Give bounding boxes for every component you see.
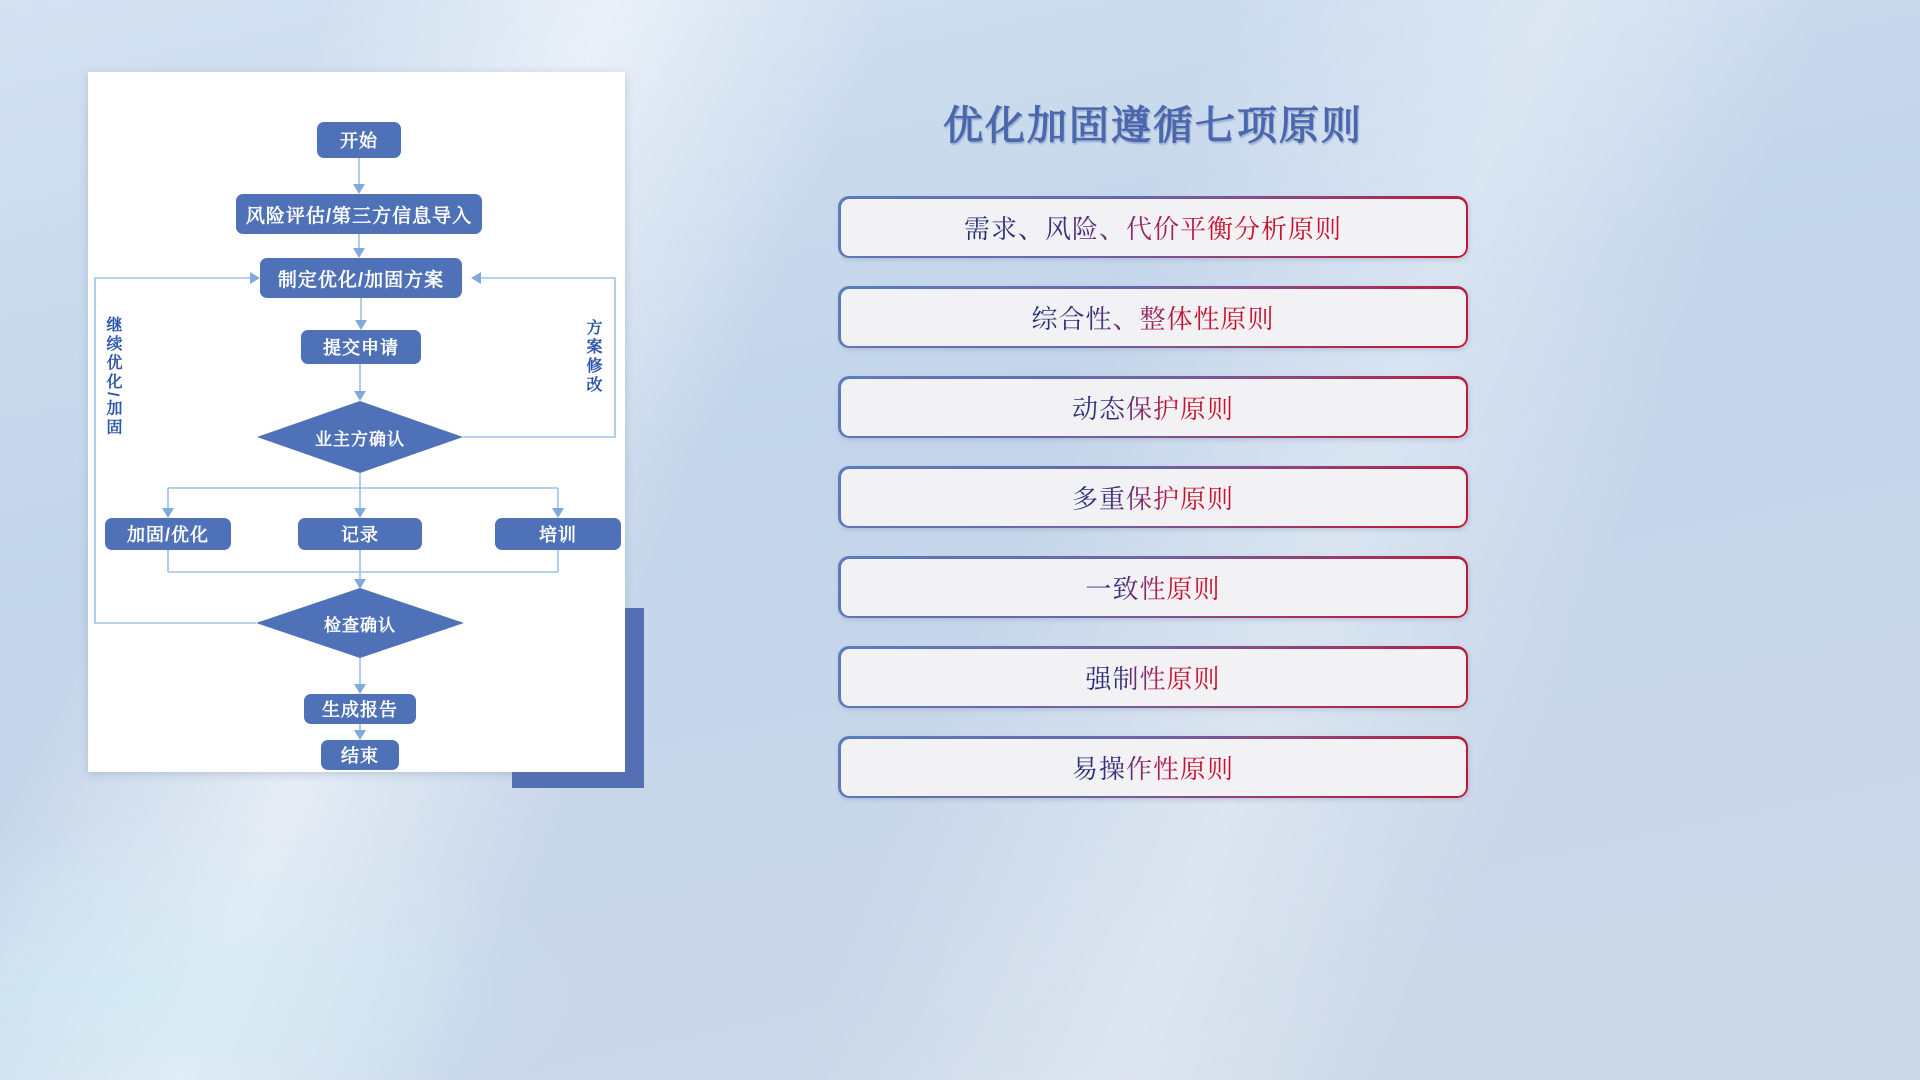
flow-node-training: 培训 [495, 518, 621, 550]
flowchart-connectors [88, 72, 625, 772]
principle-text: 多重保护原则 [1072, 479, 1234, 516]
principle-item [838, 286, 1468, 348]
flow-node-submit: 提交申请 [301, 330, 421, 364]
flowchart-card [88, 72, 625, 772]
flow-node-start: 开始 [317, 122, 401, 158]
page-title: 优化加固遵循七项原则 [943, 104, 1363, 148]
flow-node-check-confirm-label: 检查确认 [324, 615, 396, 635]
principle-item-inner [841, 379, 1466, 436]
principle-text: 易操作性原则 [1072, 749, 1234, 786]
principles-list [838, 196, 1468, 798]
principle-item-inner [841, 649, 1466, 706]
principle-item [838, 556, 1468, 618]
principle-text: 一致性原则 [1085, 569, 1220, 606]
flow-node-make-plan: 制定优化/加固方案 [260, 258, 462, 298]
edge-label-continue-optimize: 继续优化/加固 [104, 316, 121, 438]
principle-item-inner [841, 739, 1466, 796]
principle-item-inner [841, 559, 1466, 616]
flow-node-owner-confirm-label: 业主方确认 [315, 429, 405, 449]
principle-item [838, 736, 1468, 798]
principle-item-inner [841, 289, 1466, 346]
edge-label-plan-revision: 方案修改 [584, 319, 601, 395]
flow-node-record: 记录 [298, 518, 422, 550]
principle-text: 动态保护原则 [1072, 389, 1234, 426]
principle-item [838, 376, 1468, 438]
principle-item [838, 646, 1468, 708]
principle-text: 综合性、整体性原则 [1031, 299, 1274, 336]
flow-node-reinforce: 加固/优化 [105, 518, 231, 550]
flow-node-report: 生成报告 [304, 694, 416, 724]
flow-node-end: 结束 [321, 740, 399, 770]
principle-item [838, 466, 1468, 528]
principle-item [838, 196, 1468, 258]
principle-text: 需求、风险、代价平衡分析原则 [964, 209, 1342, 246]
principle-text: 强制性原则 [1085, 659, 1220, 696]
principle-item-inner [841, 469, 1466, 526]
principle-item-inner [841, 199, 1466, 256]
flow-node-risk-import: 风险评估/第三方信息导入 [236, 194, 482, 234]
